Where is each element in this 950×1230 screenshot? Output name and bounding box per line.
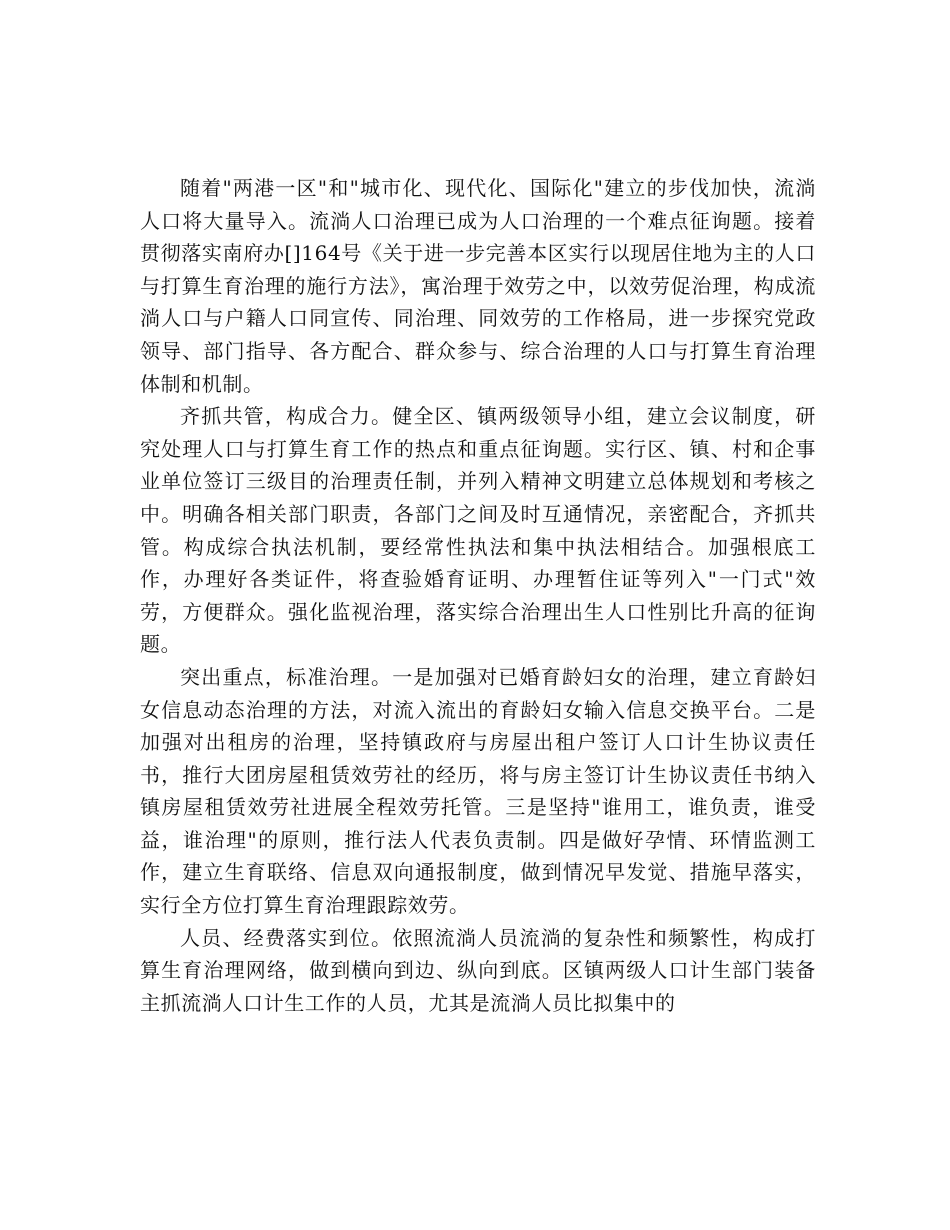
paragraph-intro: 随着"两港一区"和"城市化、现代化、国际化"建立的步伐加快，流淌人口将大量导入。流淌人口治理已成为人口治理的一个难点征询题。接着贯彻落实南府办[]164号《关于进一步完善本区实行以现居住地为主的人口与打算生育治理的施行方法》，寓治理于效劳之中，以效劳促治理，构成流淌人口与户籍人口同宣传、同治理、同效劳的工作格局，进一步探究党政领导、部门指导、各方配合、群众参与、综合治理的人口与打算生育治理体制和机制。 bbox=[140, 176, 816, 396]
document-body bbox=[140, 172, 816, 1019]
paragraph-coordination: 齐抓共管，构成合力。健全区、镇两级领导小组，建立会议制度，研究处理人口与打算生育工作的热点和重点征询题。实行区、镇、村和企事业单位签订三级目的治理责任制，并列入精神文明建立总体规划和考核之中。明确各相关部门职责，各部门之间及时互通情况，亲密配合，齐抓共管。构成综合执法机制，要经常性执法和集中执法相结合。加强根底工作，办理好各类证件，将查验婚育证明、办理暂住证等列入"一门式"效劳，方便群众。强化监视治理，落实综合治理出生人口性别比升高的征询题。 bbox=[140, 404, 816, 657]
paragraph-staffing: 人员、经费落实到位。依照流淌人员流淌的复杂性和频繁性，构成打算生育治理网络，做到横向到边、纵向到底。区镇两级人口计生部门装备主抓流淌人口计生工作的人员，尤其是流淌人员比拟集中的 bbox=[140, 925, 816, 1015]
paragraph-key-management: 突出重点，标准治理。一是加强对已婚育龄妇女的治理，建立育龄妇女信息动态治理的方法，对流入流出的育龄妇女输入信息交换平台。二是加强对出租房的治理，坚持镇政府与房屋出租户签订人口计生协议责任书，推行大团房屋租赁效劳社的经历，将与房主签订计生协议责任书纳入镇房屋租赁效劳社进展全程效劳托管。三是坚持"谁用工，谁负责，谁受益，谁治理"的原则，推行法人代表负责制。四是做好孕情、环情监测工作，建立生育联络、信息双向通报制度，做到情况早发觉、措施早落实，实行全方位打算生育治理跟踪效劳。 bbox=[140, 664, 816, 918]
